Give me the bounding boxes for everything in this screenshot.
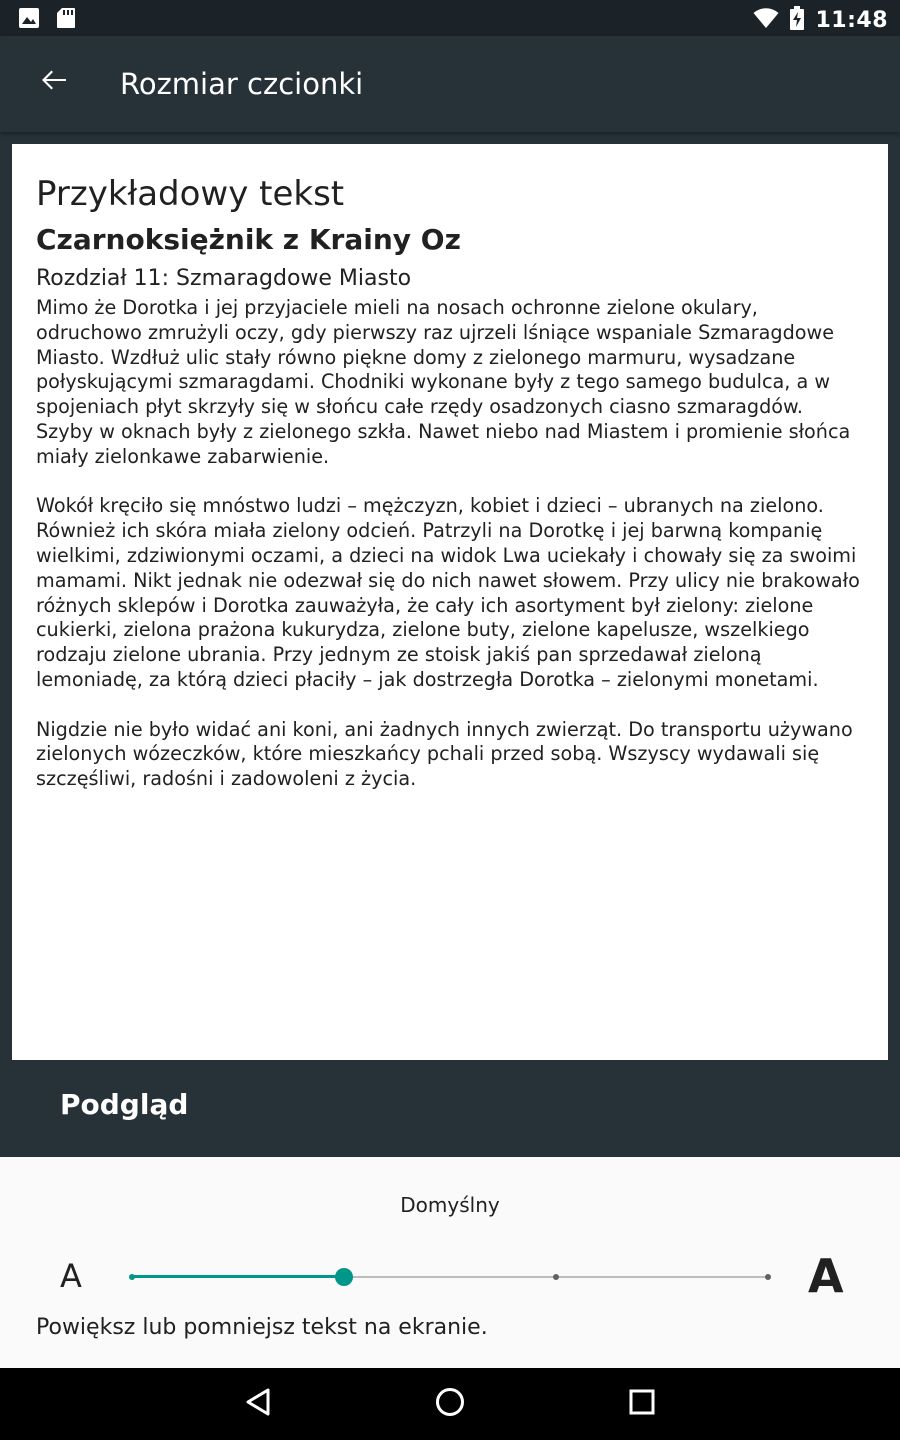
wifi-icon (753, 7, 779, 33)
slider-track-fill (132, 1275, 344, 1278)
current-size-label: Domyślny (400, 1193, 500, 1217)
app-bar (0, 36, 900, 132)
status-bar (0, 0, 900, 36)
paragraph: Wokół kręciło się mnóstwo ludzi – mężczyzn, kobiet i dzieci – ubranych na zielono. Również ich skóra miała zielony odcień. Patrzyli na Dorotkę i jej barwną kompanię wielkimi, zdziwionymi oczami, a dzieci na widok Lwa uciekały i chowały się za swoimi mamami. Nikt jednak nie odezwał się do nich nawet słowem. Przy ulicy nie brakowało różnych sklepów i Dorotka zauważyła, że cały ich asortyment był zielony: zielone cukierki, zielona prażona kukurydza, zielone buty, zielone kapelusze, wszelkiego rodzaju zielone ubrania. Przy jednym ze stoisk jakiś pan sprzedawał zieloną lemoniadę, za którą dzieci płaciły – jak dostrzegła Dorotka – zielonymi monetami. (36, 494, 860, 691)
preview-label: Podgląd (60, 1088, 189, 1121)
paragraph: Nigdzie nie było widać ani koni, ani żadnych innych zwierząt. Do transportu używano zielonych wózeczków, które mieszkańcy pchali przed sobą. Wszyscy wydawali się szczęśliwi, radośni i zadowoleni z życia. (36, 717, 853, 791)
large-text-icon: A (808, 1249, 844, 1303)
nav-recents-button[interactable] (622, 1384, 662, 1424)
battery-charging-icon (789, 6, 805, 34)
page-title: Rozmiar czcionki (120, 67, 364, 101)
clock: 11:48 (815, 7, 888, 33)
paragraph: Mimo że Dorotka i jej przyjaciele mieli na nosach ochronne zielone okulary, odruchowo zmrużyli oczy, gdy pierwszy raz ujrzeli lśniące wspaniale Szmaragdowe Miasto. Wzdłuż ulic stały równo piękne domy z zielonego marmuru, wysadzane połyskującymi szmaragdami. Chodniki wykonane były z tego samego budulca, a w spojeniach płyt skrzyły się w słońcu całe rzędy osadzonych ciasno szmaragdów. Szyby w oknach były z zielonego szkła. Nawet niebo nad Miastem i promienie słońca miały zielonkawe zabarwienie. (36, 296, 851, 468)
sample-heading: Przykładowy tekst (36, 174, 345, 214)
font-size-slider[interactable] (120, 1259, 780, 1295)
slider-tick[interactable] (765, 1274, 771, 1280)
nav-back-button[interactable] (238, 1384, 278, 1424)
back-button[interactable] (30, 58, 78, 106)
image-icon (18, 7, 40, 33)
preview-card (12, 144, 888, 1060)
slider-tick[interactable] (553, 1274, 559, 1280)
navigation-bar (0, 1368, 900, 1440)
slider-thumb[interactable] (335, 1268, 353, 1286)
back-triangle-icon (244, 1387, 272, 1421)
font-size-control (0, 1157, 900, 1368)
preview-label-bar (0, 1060, 900, 1157)
home-circle-icon (434, 1386, 466, 1422)
arrow-back-icon (40, 66, 68, 98)
book-title: Czarnoksiężnik z Krainy Oz (36, 223, 461, 256)
slider-tick[interactable] (129, 1274, 135, 1280)
sd-card-icon (56, 7, 76, 33)
nav-home-button[interactable] (430, 1384, 470, 1424)
recents-square-icon (628, 1388, 656, 1420)
small-text-icon: A (60, 1257, 82, 1295)
hint-text: Powiększ lub pomniejsz tekst na ekranie. (36, 1315, 488, 1340)
chapter-title: Rozdział 11: Szmaragdowe Miasto (36, 266, 412, 291)
